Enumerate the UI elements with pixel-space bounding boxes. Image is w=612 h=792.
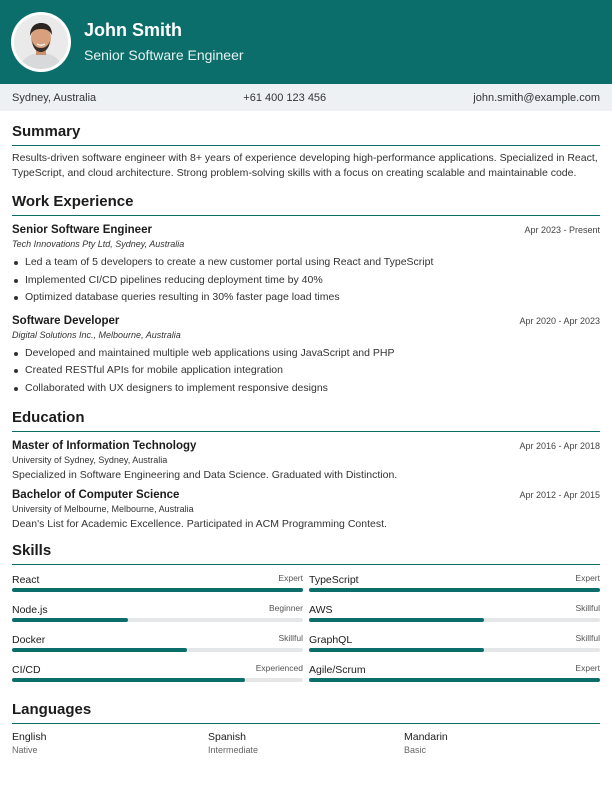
education-description: Specialized in Software Engineering and Data Science. Graduated with Distinction. [12, 469, 398, 481]
skill-bar-fill [12, 618, 128, 622]
skill-level: Skillful [575, 633, 600, 643]
job-bullet: Developed and maintained multiple web applications using JavaScript and PHP [12, 345, 600, 363]
skills-heading: Skills [12, 542, 600, 565]
contact-location: Sydney, Australia [12, 91, 97, 104]
skill-bar-track [309, 588, 600, 592]
skill-bar-track [12, 618, 303, 622]
job-bullet: Created RESTful APIs for mobile application integration [12, 362, 600, 380]
skill-name: React [12, 574, 40, 586]
degree-title: Master of Information Technology [12, 440, 197, 452]
skill-item [309, 569, 600, 599]
profile-photo [14, 15, 68, 69]
skill-item [12, 569, 303, 599]
education-description: Dean's List for Academic Excellence. Participated in ACM Programming Contest. [12, 518, 387, 530]
school-name: University of Sydney, Sydney, Australia [12, 455, 168, 465]
skill-bar-track [12, 678, 303, 682]
job-bullets [12, 254, 600, 307]
skill-item [12, 629, 303, 659]
job-bullet: Collaborated with UX designers to implement responsive designs [12, 380, 600, 398]
language-level: Native [12, 745, 38, 755]
skill-bar-fill [309, 588, 600, 592]
skill-bar-fill [309, 618, 484, 622]
skill-name: CI/CD [12, 664, 41, 676]
skill-level: Expert [278, 573, 303, 583]
skill-bar-fill [309, 678, 600, 682]
skill-item [309, 599, 600, 629]
language-name: English [12, 731, 47, 743]
education-entry [12, 440, 600, 481]
skill-item [12, 659, 303, 689]
education-entry [12, 489, 600, 530]
language-name: Spanish [208, 731, 246, 743]
contact-email[interactable]: john.smith@example.com [473, 91, 600, 104]
language-item [12, 731, 208, 755]
job-entry [12, 315, 600, 398]
skill-name: TypeScript [309, 574, 359, 586]
skill-name: Agile/Scrum [309, 664, 366, 676]
skill-name: GraphQL [309, 634, 353, 646]
language-item [404, 731, 600, 755]
resume-body [0, 123, 612, 755]
skill-level: Skillful [278, 633, 303, 643]
languages-list [12, 731, 600, 755]
job-bullets [12, 345, 600, 398]
skill-level: Beginner [268, 603, 303, 613]
job-bullet: Led a team of 5 developers to create a new customer portal using React and TypeScript [12, 254, 600, 272]
job-company: Digital Solutions Inc., Melbourne, Australia [12, 329, 181, 340]
job-entry [12, 224, 600, 307]
summary-heading: Summary [12, 123, 600, 146]
skill-bar-track [309, 618, 600, 622]
skill-bar-track [309, 648, 600, 652]
skill-bar-track [12, 648, 303, 652]
skill-name: Node.js [12, 604, 48, 616]
skill-level: Expert [575, 573, 600, 583]
contact-phone: +61 400 123 456 [243, 91, 327, 104]
education-dates: Apr 2012 - Apr 2015 [519, 490, 600, 500]
job-title: Senior Software Engineer [12, 224, 152, 236]
skill-item [309, 629, 600, 659]
school-name: University of Melbourne, Melbourne, Australia [12, 504, 194, 514]
education-dates: Apr 2016 - Apr 2018 [519, 441, 600, 451]
language-level: Intermediate [208, 745, 259, 755]
language-level: Basic [404, 745, 427, 755]
language-name: Mandarin [404, 731, 448, 743]
skill-bar-fill [12, 648, 187, 652]
resume-header [0, 0, 612, 84]
candidate-title: Senior Software Engineer [84, 47, 244, 63]
degree-title: Bachelor of Computer Science [12, 489, 180, 501]
skill-bar-fill [12, 678, 245, 682]
candidate-name: John Smith [84, 20, 182, 40]
skill-level: Skillful [575, 603, 600, 613]
job-dates: Apr 2020 - Apr 2023 [519, 315, 600, 326]
person-photo-icon [14, 15, 68, 69]
summary-text: Results-driven software engineer with 8+ years of experience developing high-performance applications. Specialized in React, TypeScript, and cloud architecture. Strong problem-solving skills with a focus on creating scalable and maintainable code. [12, 152, 598, 179]
job-title: Software Developer [12, 314, 120, 327]
job-dates: Apr 2023 - Present [524, 225, 600, 235]
skill-bar-fill [309, 648, 484, 652]
languages-heading: Languages [12, 701, 600, 724]
skill-bar-track [309, 678, 600, 682]
skill-level: Experienced [255, 663, 303, 673]
education-heading: Education [12, 409, 600, 432]
language-item [208, 731, 404, 755]
avatar [11, 12, 71, 72]
skill-item [309, 659, 600, 689]
skill-item [12, 599, 303, 629]
skill-bar-track [12, 588, 303, 592]
job-bullet: Optimized database queries resulting in 30% faster page load times [12, 289, 600, 307]
skill-level: Expert [575, 663, 600, 673]
job-bullet: Implemented CI/CD pipelines reducing deployment time by 40% [12, 272, 600, 290]
skill-name: Docker [12, 634, 46, 646]
job-company: Tech Innovations Pty Ltd, Sydney, Australia [12, 239, 185, 249]
skill-bar-fill [12, 588, 303, 592]
work-experience-heading: Work Experience [12, 193, 600, 216]
skill-name: AWS [309, 604, 333, 616]
contact-bar [0, 84, 612, 111]
skills-grid [12, 569, 600, 689]
